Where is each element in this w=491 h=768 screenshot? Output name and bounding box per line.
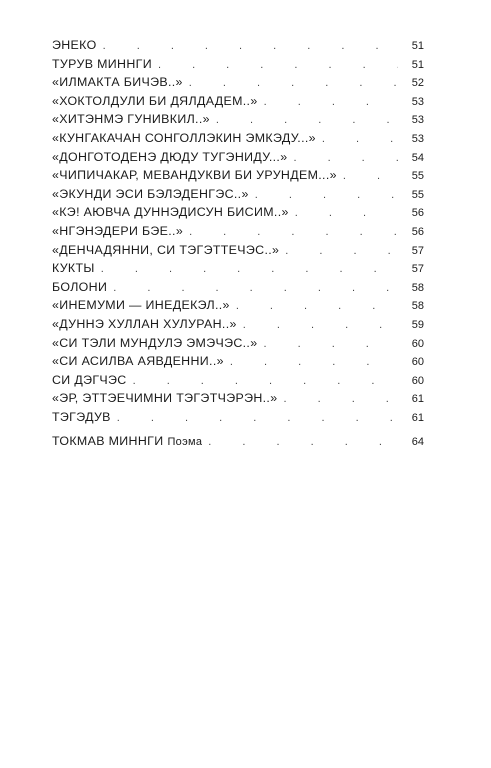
toc-entry — [52, 259, 424, 278]
toc-entry-title: ЭНЕКО — [52, 38, 97, 52]
toc-entry-page: 61 — [411, 411, 424, 424]
toc-entry — [52, 408, 424, 427]
toc-entry-title: «ХИТЭНМЭ ГУНИВКИЛ..» — [52, 112, 210, 127]
toc-entry-poem — [52, 432, 424, 451]
dot-leader — [277, 390, 398, 409]
dot-leader — [183, 223, 398, 242]
toc-entry — [52, 110, 424, 129]
toc-entry-title: «НГЭНЭДЕРИ БЭЕ..» — [52, 223, 184, 238]
toc-entry — [52, 315, 424, 334]
toc-entry-page: 58 — [411, 281, 424, 294]
dot-leader — [111, 409, 398, 428]
toc-entry-page: 56 — [411, 225, 424, 238]
dot-leader — [249, 186, 398, 205]
dot-leader — [257, 335, 398, 354]
dot-leader — [202, 433, 398, 452]
toc-entry-title: «ДЕНЧАДЯННИ, СИ ТЭГЭТТЕЧЭС..» — [52, 242, 280, 257]
toc-entry — [52, 73, 424, 92]
poem-subtitle: Поэма — [167, 436, 203, 449]
toc-entry — [52, 92, 424, 111]
dot-leader — [224, 353, 398, 372]
toc-entry-page: 64 — [411, 436, 424, 449]
toc-entry-title: ТЭГЭДУВ — [52, 409, 111, 424]
toc-entry-page: 57 — [411, 244, 424, 257]
toc-entry-page: 60 — [411, 356, 424, 369]
toc-entry-title: «ЭКУНДИ ЭСИ БЭЛЭДЕНГЭС..» — [52, 186, 249, 201]
dot-leader — [152, 56, 398, 75]
toc-entry-page: 51 — [411, 58, 424, 71]
poem-title: ТОКМАВ МИННГИ — [52, 434, 164, 449]
dot-leader — [127, 372, 398, 391]
dot-leader — [289, 204, 398, 223]
toc-entry-page: 55 — [411, 170, 424, 183]
toc-entry-title: «СИ ТЭЛИ МУНДУЛЭ ЭМЭЧЭС..» — [52, 335, 258, 350]
toc-entry-page: 58 — [411, 300, 424, 313]
toc-entry-page: 53 — [411, 132, 424, 145]
toc-entry — [52, 389, 424, 408]
toc-entry-page: 60 — [411, 337, 424, 350]
toc-entry-page: 61 — [411, 393, 424, 406]
toc-entry — [52, 352, 424, 371]
toc-entry-title: БОЛОНИ — [52, 279, 108, 294]
toc-entry-title: «СИ АСИЛВА АЯВДЕННИ..» — [52, 354, 224, 369]
toc-entry-page: 55 — [411, 188, 424, 201]
toc-entry-title: «ДУННЭ ХУЛЛАН ХУЛУРАН..» — [52, 316, 237, 331]
dot-leader — [210, 111, 398, 130]
toc-entry-title: «КУНГАКАЧАН СОНГОЛЛЭКИН ЭМКЭДУ...» — [52, 130, 316, 145]
toc-entry — [52, 129, 424, 148]
toc-entry-title: КУКТЫ — [52, 261, 95, 276]
toc-entry-title: «ИЛМАКТА БИЧЭВ..» — [52, 75, 183, 90]
dot-leader — [95, 260, 398, 279]
toc-entry-title: «ДОНГОТОДЕНЭ ДЮДУ ТУГЭНИДУ...» — [52, 149, 288, 164]
dot-leader — [230, 297, 398, 316]
toc-entry-title — [52, 432, 202, 452]
dot-leader — [279, 242, 398, 261]
toc-entry — [52, 371, 424, 390]
toc-entry-page: 53 — [411, 114, 424, 127]
dot-leader — [237, 316, 398, 335]
toc-entry-page: 60 — [411, 374, 424, 387]
dot-leader — [183, 74, 398, 93]
table-of-contents — [52, 36, 424, 451]
toc-entry-title: СИ ДЭГЧЭС — [52, 372, 127, 387]
toc-entry-title: «КЭ! АЮВЧА ДУННЭДИСУН БИСИМ..» — [52, 205, 289, 220]
toc-entry — [52, 278, 424, 297]
toc-entry — [52, 36, 424, 55]
toc-entry-page: 53 — [411, 95, 424, 108]
toc-entry-page: 54 — [411, 151, 424, 164]
toc-entry-title: «ХОКТОЛДУЛИ БИ ДЯЛДАДЕМ..» — [52, 93, 258, 108]
toc-entry — [52, 203, 424, 222]
toc-entry — [52, 296, 424, 315]
toc-entry — [52, 148, 424, 167]
toc-entry — [52, 185, 424, 204]
toc-entry — [52, 55, 424, 74]
dot-leader — [287, 149, 398, 168]
dot-leader — [337, 167, 398, 186]
toc-entry-title: «ИНЕМУМИ — ИНЕДЕКЭЛ..» — [52, 298, 230, 313]
toc-entry-title: «ЧИПИЧАКАР, МЕВАНДУКВИ БИ УРУНДЕМ...» — [52, 168, 337, 183]
dot-leader — [107, 279, 398, 298]
dot-leader — [316, 130, 398, 149]
toc-entry — [52, 241, 424, 260]
toc-entry — [52, 222, 424, 241]
toc-entry — [52, 334, 424, 353]
toc-entry-page: 52 — [411, 77, 424, 90]
toc-entry-page: 57 — [411, 263, 424, 276]
toc-entry-page: 56 — [411, 207, 424, 220]
toc-entry-title: «ЭР, ЭТТЭЕЧИМНИ ТЭГЭТЧЭРЭН..» — [52, 391, 278, 406]
dot-leader — [97, 37, 398, 56]
dot-leader — [258, 93, 398, 112]
toc-entry-page: 51 — [411, 40, 424, 52]
toc-entry-page: 59 — [411, 318, 424, 331]
toc-entry — [52, 166, 424, 185]
toc-entry-title: ТУРУВ МИННГИ — [52, 56, 152, 71]
